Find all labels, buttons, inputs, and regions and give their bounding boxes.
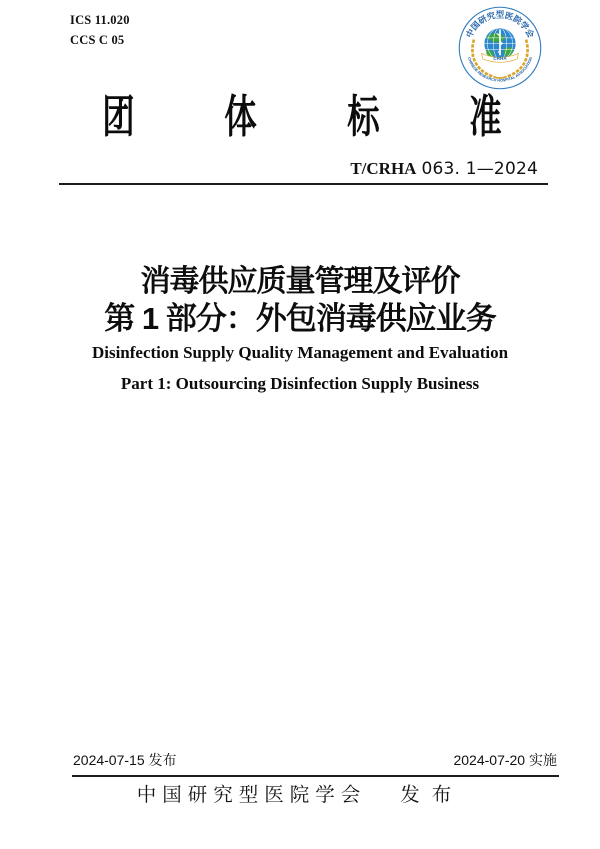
title-zh-line2: 第 1 部分：外包消毒供应业务: [104, 301, 496, 336]
title-zh-line1: 消毒供应质量管理及评价: [140, 265, 460, 298]
doc-type-char: 准: [469, 91, 502, 142]
ics-code: ICS 11.020: [70, 13, 130, 27]
doc-type-title: [96, 93, 508, 141]
publisher-name: 中国研究型医院学会: [136, 784, 367, 806]
implement-date: 2024-07-20 实施: [453, 752, 557, 768]
footer-dates: [73, 752, 557, 769]
logo-org-zh-text: 中国研究型医院学会: [463, 9, 537, 40]
title-en-line1: Disinfection Supply Quality Management and Evaluation: [91, 343, 509, 362]
issue-date: 2024-07-15 发布: [73, 752, 177, 768]
standard-number-code: 063. 1—2024: [421, 159, 538, 179]
header-divider: [59, 183, 548, 185]
logo-org-en-text: CHINESE RESEARCH HOSPITAL ASSOCIATION: [466, 56, 534, 83]
crha-logo-icon: [457, 6, 543, 90]
crha-emblem-icon: [457, 6, 543, 90]
doc-type-char: 标: [346, 91, 380, 142]
standard-number: [350, 159, 538, 179]
standard-number-prefix: T/CRHA: [350, 159, 417, 178]
doc-type-char: 体: [224, 91, 258, 142]
publish-label: 发布: [400, 784, 464, 806]
ccs-code: CCS C 05: [70, 33, 125, 47]
doc-type-char: 团: [102, 91, 135, 142]
crha-abbr-text: CRHA: [493, 55, 507, 61]
title-zh: [0, 263, 600, 337]
title-en-line2: Part 1: Outsourcing Disinfection Supply Business: [120, 374, 480, 393]
classification-codes: [70, 10, 130, 50]
globe-icon: [484, 28, 516, 60]
publisher-row: [0, 783, 600, 807]
footer-divider: [72, 775, 559, 777]
title-en: [0, 344, 600, 393]
